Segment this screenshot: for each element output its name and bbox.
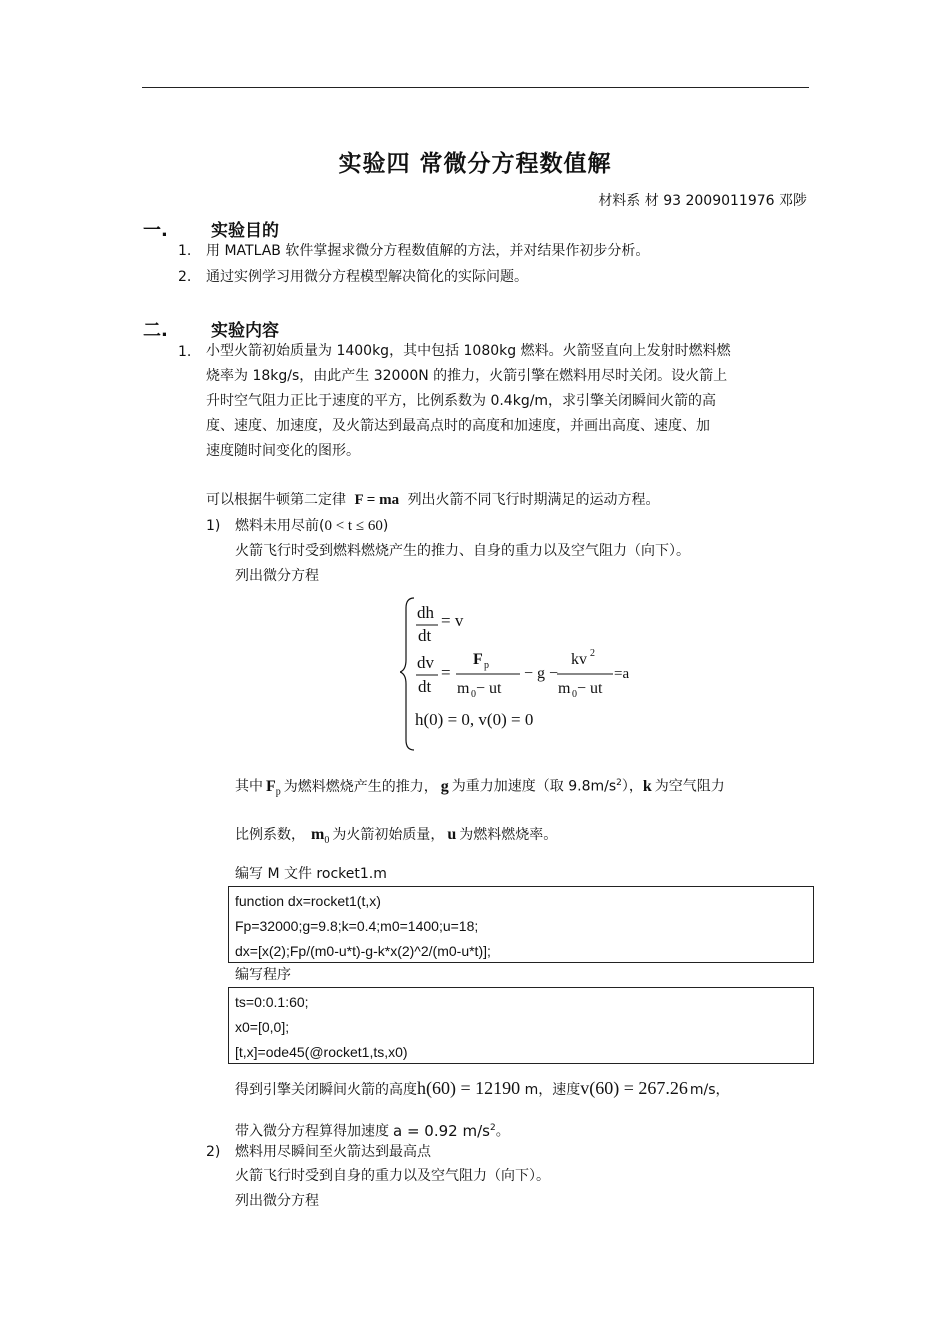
code-line: ts=0:0.1:60;	[235, 994, 309, 1010]
result-height-unit: m	[520, 1082, 539, 1098]
result1-mid: ，速度	[538, 1082, 581, 1098]
where-pre: 其中	[235, 778, 263, 795]
result-line-1	[235, 1077, 730, 1101]
eq2-numerator: dv	[417, 653, 434, 672]
phase2-heading: 燃料用尽瞬间至火箭达到最高点	[235, 1144, 431, 1160]
where-drag-desc: 为空气阻力	[654, 778, 725, 795]
thrust-subscript: p	[484, 660, 489, 671]
thrust-subscript-text: p	[275, 786, 281, 798]
problem-line: 速度随时间变化的图形。	[206, 443, 360, 459]
result2-end: 。	[495, 1123, 510, 1140]
program-code-box	[228, 987, 814, 1064]
where-sep: ），	[621, 778, 643, 795]
code-line: Fp=32000;g=9.8;k=0.4;m0=1400;u=18;	[235, 918, 479, 934]
mass0-subscript: 0	[324, 834, 330, 846]
where-thrust-desc: 为燃料燃烧产生的推力，	[283, 778, 438, 795]
eq1-rhs: = v	[441, 611, 464, 630]
acceleration-superscript: 2	[489, 1123, 496, 1133]
where2-text2: 为火箭初始质量，	[332, 827, 445, 843]
section1-item1-number: 1.	[178, 243, 192, 259]
problem-line: 升时空气阻力正比于速度的平方，比例系数为 0.4kg/m，求引擎关闭瞬间火箭的高	[206, 393, 717, 409]
drag-superscript: 2	[590, 648, 595, 659]
equation-system	[400, 594, 650, 754]
phase1-heading	[235, 517, 388, 535]
phase1-line2: 列出微分方程	[235, 568, 319, 584]
mass-symbol-2: m	[558, 680, 571, 697]
eq2-tail: =a	[614, 666, 630, 682]
where-gravity-desc: 为重力加速度（取 9.8m/s	[451, 778, 617, 795]
eq1-denominator: dt	[418, 626, 432, 645]
phase1-line1: 火箭飞行时受到燃料燃烧产生的推力、自身的重力以及空气阻力（向下）。	[235, 543, 690, 559]
problem-line: 烧率为 18kg/s，由此产生 32000N 的推力，火箭引擎在燃料用尽时关闭。设火箭上	[206, 368, 728, 384]
burn-rate-symbol: u	[447, 826, 457, 843]
where2-text3: 为燃料燃烧率。	[459, 827, 558, 843]
section1-item2-text: 通过实例学习用微分方程模型解决简化的实际问题。	[206, 269, 528, 285]
eq2-frac2-den-rest: − ut	[577, 680, 603, 697]
result-acceleration: a = 0.92 m/s	[393, 1121, 490, 1140]
code-line: [t,x]=ode45(@rocket1,ts,x0)	[235, 1044, 408, 1060]
phase2-line1: 火箭飞行时受到自身的重力以及空气阻力（向下）。	[235, 1168, 550, 1184]
result-height: h(60) = 12190	[417, 1078, 521, 1098]
mass-symbol: m	[457, 680, 470, 697]
initial-conditions: h(0) = 0, v(0) = 0	[415, 710, 534, 729]
drag-coeff-symbol: k	[642, 777, 652, 795]
where2-text1: 比例系数，	[235, 827, 305, 843]
header-rule	[142, 87, 809, 88]
where-line-1	[235, 774, 725, 801]
phase1-heading-end: )	[382, 518, 389, 534]
section2-number: 二.	[143, 320, 168, 341]
phase2-line2: 列出微分方程	[235, 1193, 319, 1209]
phase1-heading-text: 燃料未用尽前(	[235, 518, 325, 534]
newton-formula: F = ma	[354, 492, 400, 508]
left-brace	[400, 598, 414, 750]
code-line: function dx=rocket1(t,x)	[235, 893, 381, 909]
mfile-code-box	[228, 886, 814, 963]
section2-title: 实验内容	[211, 321, 279, 341]
where-line-2	[235, 826, 557, 850]
gravity-unit-superscript: 2	[616, 778, 622, 788]
result-line-2	[235, 1118, 510, 1142]
drag-numerator: kv	[571, 651, 587, 668]
problem-line: 度、速度、加速度，及火箭达到最高点时的高度和加速度，并画出高度、速度、加	[206, 418, 710, 434]
result2-pre: 带入微分方程算得加速度	[235, 1123, 389, 1140]
result-velocity: v(60) = 267.26	[580, 1078, 688, 1098]
section1-number: 一.	[143, 220, 168, 241]
program-label: 编写程序	[235, 967, 291, 983]
mass-subscript-2: 0	[572, 689, 577, 700]
problem-line: 小型火箭初始质量为 1400kg，其中包括 1080kg 燃料。火箭竖直向上发射时燃料燃	[206, 343, 731, 359]
result1-pre: 得到引擎关闭瞬间火箭的高度	[235, 1082, 417, 1098]
code-line: x0=[0,0];	[235, 1019, 290, 1035]
thrust-symbol: F	[473, 651, 483, 668]
problem-statement	[206, 339, 811, 464]
gravity-symbol: g	[440, 777, 449, 795]
mass-subscript: 0	[471, 689, 476, 700]
eq2-minus-g: − g −	[524, 665, 559, 682]
thrust-symbol-text: F	[266, 777, 276, 795]
eq2-frac1-den-rest: − ut	[476, 680, 502, 697]
newton-post: 列出火箭不同飞行时期满足的运动方程。	[407, 492, 660, 508]
newton-line	[206, 491, 660, 509]
phase1-heading-range: 0 < t ≤ 60	[324, 518, 383, 534]
document-title: 实验四 常微分方程数值解	[338, 151, 612, 177]
code-line: dx=[x(2);Fp/(m0-u*t)-g-k*x(2)^2/(m0-u*t)];	[235, 943, 491, 959]
eq1-numerator: dh	[417, 603, 434, 622]
phase1-number: 1)	[206, 518, 221, 534]
newton-pre: 可以根据牛顿第二定律	[206, 492, 346, 508]
author-line: 材料系 材 93 2009011976 邓陟	[598, 193, 807, 209]
eq2-equals: =	[441, 663, 451, 682]
eq2-denominator: dt	[418, 677, 432, 696]
section1-item1-text: 用 MATLAB 软件掌握求微分方程数值解的方法，并对结果作初步分析。	[206, 243, 650, 259]
mass0-symbol: m	[311, 826, 325, 843]
section1-item2-number: 2.	[178, 269, 192, 285]
phase2-number: 2)	[206, 1144, 221, 1160]
result-velocity-unit: m/s	[689, 1082, 716, 1098]
section1-title: 实验目的	[211, 221, 279, 241]
result1-end: ，	[715, 1082, 730, 1098]
mfile-label: 编写 M 文件 rocket1.m	[235, 866, 387, 882]
problem-number: 1.	[178, 344, 192, 360]
